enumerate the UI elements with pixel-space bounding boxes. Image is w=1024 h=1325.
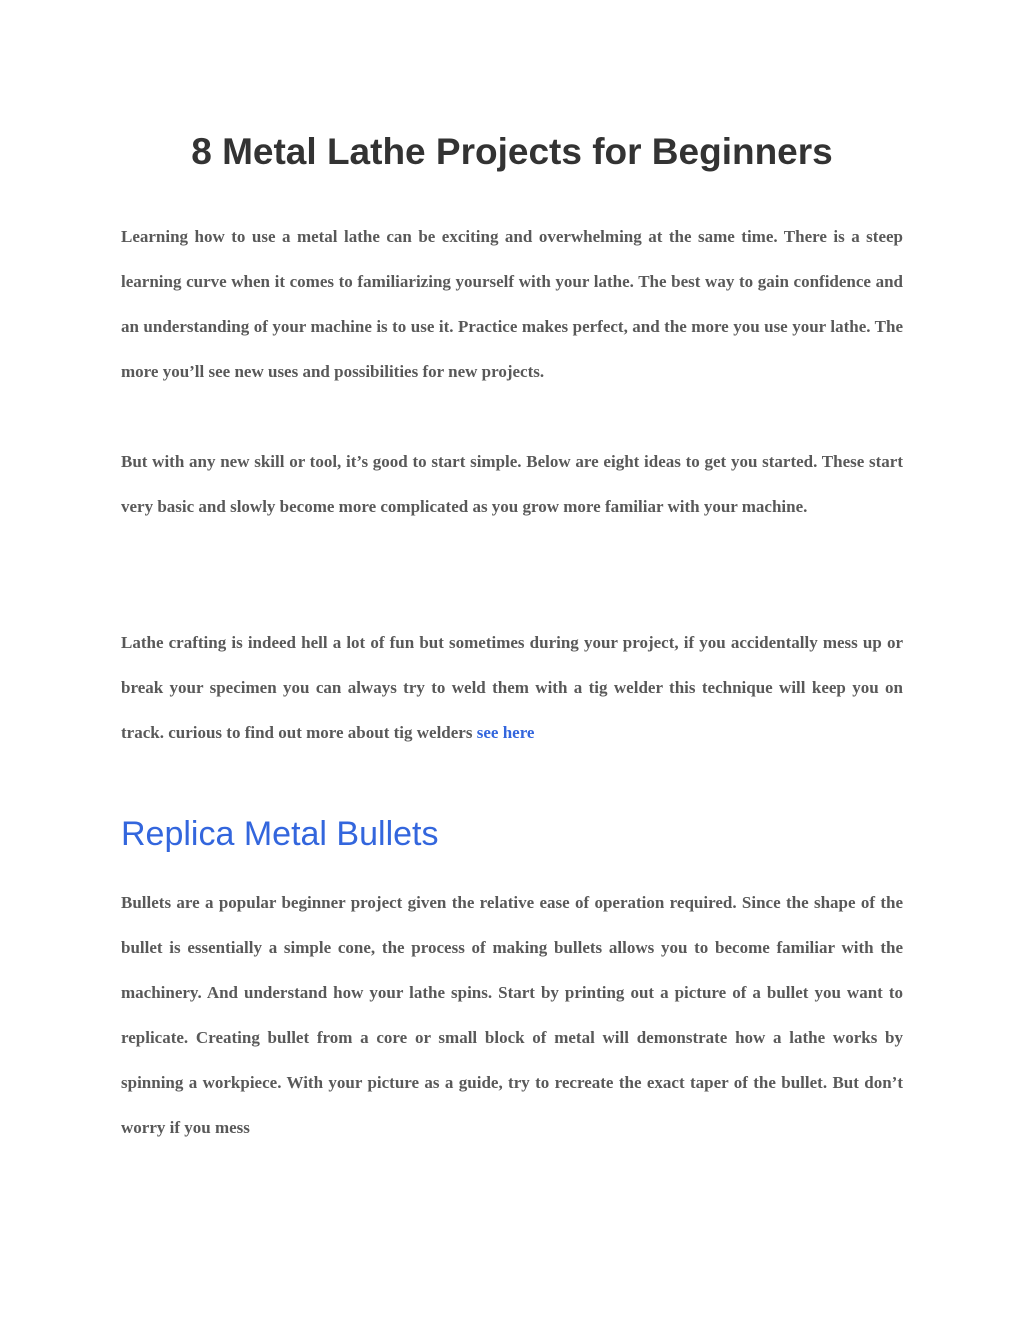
intro-paragraph-3 xyxy=(121,620,903,755)
see-here-link[interactable]: see here xyxy=(476,723,535,742)
intro-paragraph-2: But with any new skill or tool, it’s good to start simple. Below are eight ideas to get you started. These start very basic and slowly become more complicated as you grow more familiar with your machine. xyxy=(121,452,903,516)
section-heading-replica-metal-bullets: Replica Metal Bullets xyxy=(121,815,439,853)
section-1-paragraph: Bullets are a popular beginner project given the relative ease of operation required. Since the shape of the bullet is essentially a simple cone, the process of making bullets allows you to become familiar with the machinery. And understand how your lathe spins. Start by printing out a picture of a bullet you want to replicate. Creating bullet from a core or small block of metal will demonstrate how a lathe works by spinning a workpiece. With your picture as a guide, try to recreate the exact taper of the bullet. But don’t worry if you mess xyxy=(121,893,903,1137)
intro-paragraph-1: Learning how to use a metal lathe can be exciting and overwhelming at the same time. There is a steep learning curve when it comes to familiarizing yourself with your lathe. The best way to gain confidence and an understanding of your machine is to use it. Practice makes perfect, and the more you use your lathe. The more you’ll see new uses and possibilities for new projects. xyxy=(121,227,903,381)
page-title: 8 Metal Lathe Projects for Beginners xyxy=(191,131,833,172)
intro-paragraph-3-text: Lathe crafting is indeed hell a lot of fun but sometimes during your project, if you accidentally mess up or break your specimen you can always try to weld them with a tig welder this technique will keep you on track. curious to find out more about tig welders xyxy=(121,633,903,742)
